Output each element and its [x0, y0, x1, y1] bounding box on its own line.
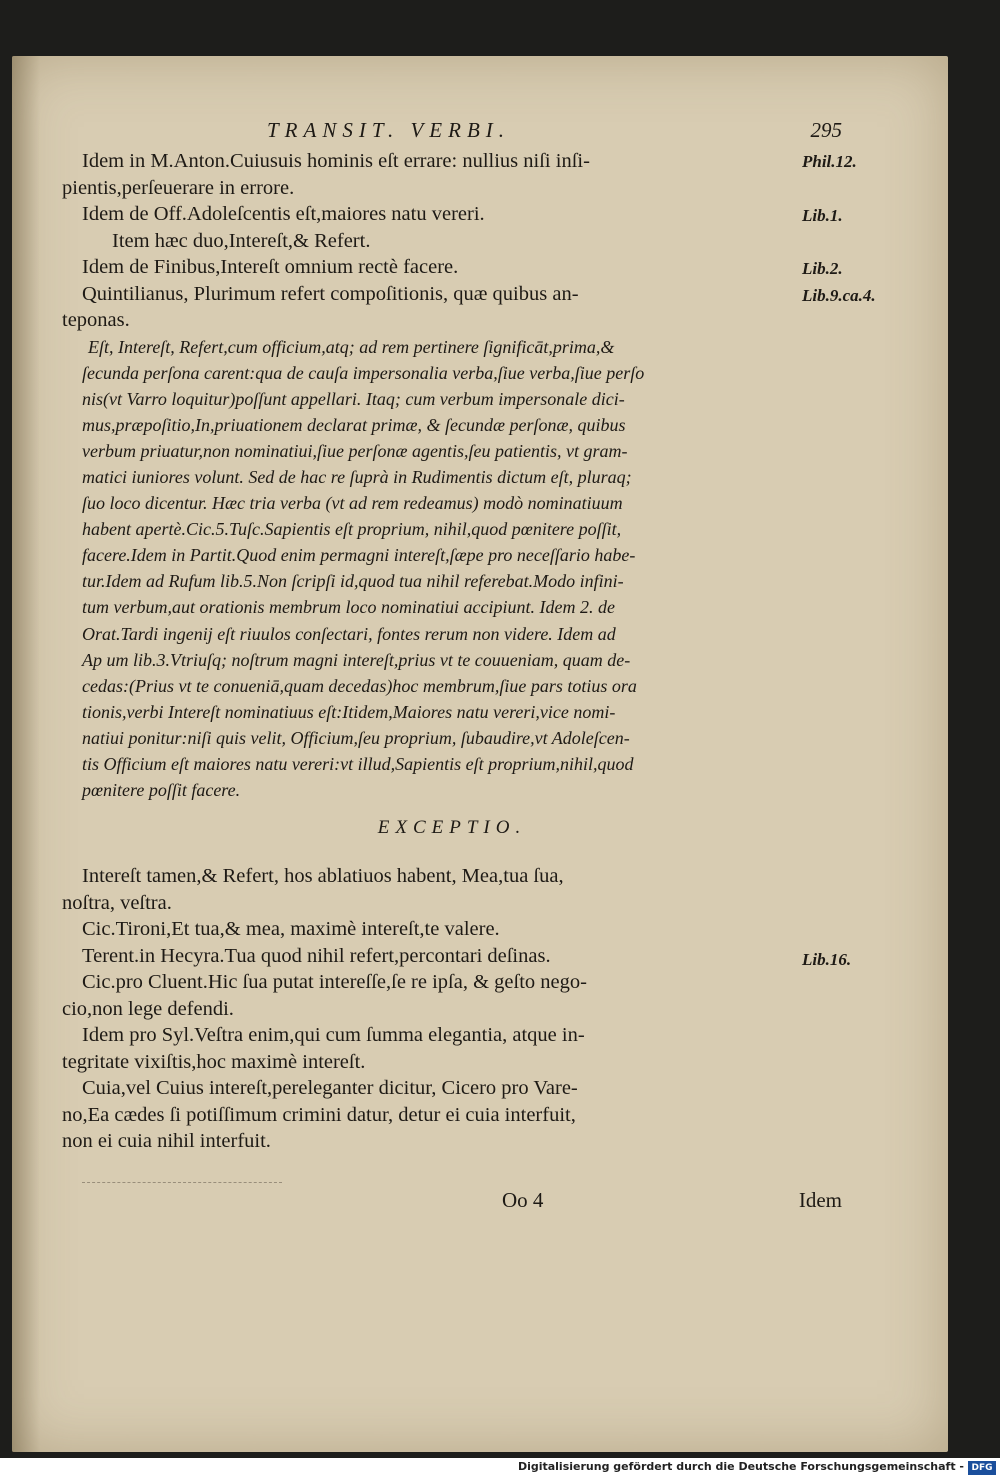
text-line: teponas.: [62, 309, 130, 331]
text-line: Idem in M.Anton.Cuiusuis hominis eſt errare: nullius niſi inſi-: [82, 150, 590, 172]
margin-note: Lib.16.: [802, 950, 852, 969]
text-line: no,Ea cædes ſi potiſſimum crimini datur, detur ei cuia interfuit,: [62, 1103, 576, 1126]
section-heading: EXCEPTIO.: [377, 817, 527, 839]
text-line: Idem de Finibus,Intereſt omnium rectè facere.: [82, 256, 459, 278]
text-line: pientis,perſeuerare in errore.: [62, 176, 295, 199]
text-line: cio,non lege defendi.: [62, 997, 234, 1020]
catchword: Idem: [798, 1188, 842, 1212]
text-line: tur.Idem ad Rufum lib.5.Non ſcripſi id,quod tua nihil referebat.Modo infini-: [82, 571, 624, 592]
text-line: Cuia,vel Cuius intereſt,pereleganter dicitur, Cicero pro Vare-: [82, 1077, 578, 1100]
commentary-paragraph: [62, 334, 842, 804]
book-page: [12, 56, 948, 1452]
text-line: matici iuniores volunt. Sed de hac re ſuprà in Rudimentis dictum eſt, pluraq;: [82, 466, 632, 487]
text-line: facere.Idem in Partit.Quod enim permagni intereſt,ſæpe pro neceſſario habe-: [82, 545, 636, 566]
text-line: Cic.Tironi,Et tua,& mea, maximè intereſt,te valere.: [82, 918, 500, 941]
text-line: Item hæc duo,Intereſt,& Refert.: [112, 229, 371, 252]
text-line: mus,præpoſitio,In,priuationem declarat primæ, & ſecundæ perſonæ, quibus: [82, 414, 626, 435]
text-line: Idem de Off.Adoleſcentis eſt,maiores natu vereri.: [82, 203, 485, 225]
text-line: Eſt, Intereſt, Refert,cum officium,atq; ad rem pertinere ſignificāt,prima,&: [88, 336, 615, 357]
text-line: natiui ponitur:niſi quis velit, Officium,ſeu proprium, ſubaudire,vt Adoleſcen-: [82, 727, 630, 748]
text-line: tis Officium eſt maiores natu vereri:vt illud,Sapientis eſt proprium,nihil,quod: [82, 754, 634, 774]
top-paragraphs: [62, 148, 842, 334]
text-line: non ei cuia nihil interfuit.: [62, 1130, 271, 1153]
text-line: ſuo loco dicentur. Hæc tria verba (vt ad rem redeamus) modò nominatiuum: [82, 493, 623, 514]
text-line: tum verbum,aut orationis membrum loco nominatiui accipiunt. Idem 2. de: [82, 597, 615, 618]
rule-line: [82, 1182, 282, 1183]
text-line: Terent.in Hecyra.Tua quod nihil refert,percontari deſinas.: [82, 944, 551, 967]
margin-note: Lib.9.ca.4.: [802, 286, 876, 305]
text-line: Intereſt tamen,& Refert, hos ablatiuos habent, Mea,tua ſua,: [82, 865, 564, 888]
margin-note: Lib.2.: [802, 259, 843, 278]
text-line: nis(vt Varro loquitur)poſſunt appellari. Itaq; cum verbum impersonale dici-: [82, 388, 625, 409]
bottom-paragraphs: [62, 863, 842, 1155]
text-line: Ap um lib.3.Vtriuſq; noſtrum magni intereſt,prius vt te couueniam, quam de-: [82, 649, 631, 670]
margin-note: Lib.1.: [802, 206, 843, 225]
footer-bar: [0, 1458, 1000, 1478]
text-line: Orat.Tardi ingenij eſt riuulos conſectari, fontes rerum non videre. Idem ad: [82, 623, 616, 644]
text-line: tionis,verbi Intereſt nominatiuus eſt:Itidem,Maiores natu vereri,vice nomi-: [82, 701, 616, 722]
funding-credit: Digitalisierung gefördert durch die Deutsche Forschungsgemeinschaft -: [517, 1460, 964, 1473]
margin-note: Phil.12.: [802, 152, 857, 171]
text-line: Quintilianus, Plurimum refert compoſitionis, quæ quibus an-: [82, 282, 579, 305]
text-line: Cic.pro Cluent.Hic ſua putat intereſſe,ſe re ipſa, & geſto nego-: [82, 971, 587, 994]
page-number: 295: [810, 118, 842, 142]
text-line: verbum priuatur,non nominatiui,ſiue perſonæ agentis,ſeu patientis, vt gram-: [82, 440, 628, 461]
signature-mark: Oo 4: [502, 1188, 544, 1212]
text-line: habent apertè.Cic.5.Tuſc.Sapientis eſt proprium, nihil,quod pœnitere poſſit,: [82, 519, 622, 540]
text-line: noſtra, veſtra.: [62, 891, 172, 914]
text-line: ſecunda perſona carent:qua de cauſa impersonalia verba,ſiue verba,ſiue perſo: [82, 362, 645, 383]
page-content: [62, 118, 876, 1212]
text-line: Idem pro Syl.Veſtra enim,qui cum ſumma elegantia, atque in-: [82, 1024, 585, 1047]
running-title: TRANSIT. VERBI.: [267, 118, 511, 142]
running-head: [62, 118, 842, 148]
text-line: tegritate vixiſtis,hoc maximè intereſt.: [62, 1050, 366, 1073]
text-line: pœnitere poſſit facere.: [82, 780, 241, 801]
dfg-logo-icon: DFG: [968, 1461, 996, 1475]
text-line: cedas:(Prius vt te conueniā,quam decedas)hoc membrum,ſiue pars totius ora: [82, 675, 637, 696]
